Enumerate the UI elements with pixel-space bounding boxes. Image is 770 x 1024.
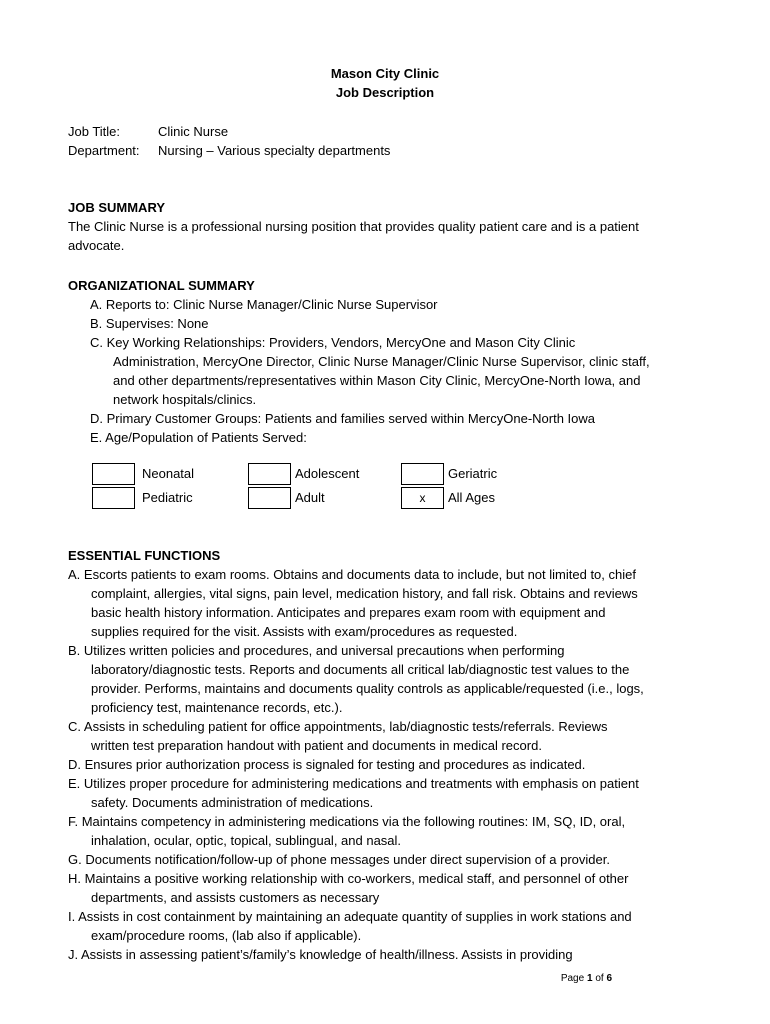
function-line: J. Assists in assessing patient’s/family’s knowledge of health/illness. Assists in providing [68,947,573,962]
adult-checkbox[interactable] [248,487,291,509]
pediatric-checkbox[interactable] [92,487,135,509]
job-title-label: Job Title: [68,124,121,139]
org-summary-item: Administration, MercyOne Director, Clinic Nurse Manager/Clinic Nurse Supervisor, clinic staff, [113,354,650,369]
department-label: Department: [68,143,140,158]
function-line: E. Utilizes proper procedure for administering medications and treatments with emphasis on patient [68,776,639,791]
function-line: C. Assists in scheduling patient for office appointments, lab/diagnostic tests/referrals. Reviews [68,719,608,734]
pediatric-label: Pediatric [142,490,193,505]
job-title-value: Clinic Nurse [158,124,229,139]
job-summary-line: The Clinic Nurse is a professional nursing position that provides quality patient care and is a patient [68,219,639,234]
adolescent-label: Adolescent [295,466,360,481]
org-summary-heading: ORGANIZATIONAL SUMMARY [68,278,255,293]
doc-title: Job Description [335,85,435,100]
function-line: G. Documents notification/follow-up of phone messages under direct supervision of a provider. [68,852,610,867]
org-summary-item: A. Reports to: Clinic Nurse Manager/Clinic Nurse Supervisor [90,297,438,312]
adolescent-checkbox[interactable] [248,463,291,485]
function-line: I. Assists in cost containment by maintaining an adequate quantity of supplies in work stations and [68,909,632,924]
job-summary-heading: JOB SUMMARY [68,200,166,215]
org-summary-item: E. Age/Population of Patients Served: [90,430,307,445]
of-word: of [595,973,604,984]
essential-functions-heading: ESSENTIAL FUNCTIONS [68,548,221,563]
function-line: laboratory/diagnostic tests. Reports and documents all critical lab/diagnostic test values to the [91,662,630,677]
neonatal-checkbox[interactable] [92,463,135,485]
org-summary-item: network hospitals/clinics. [113,392,257,407]
org-summary-item: and other departments/representatives within Mason City Clinic, MercyOne-North Iowa, and [113,373,641,388]
org-summary-item: B. Supervises: None [90,316,209,331]
job-summary-line: advocate. [68,238,125,253]
function-line: departments, and assists customers as necessary [91,890,380,905]
page-word: Page [560,973,585,984]
neonatal-label: Neonatal [142,466,195,481]
function-line: B. Utilizes written policies and procedures, and universal precautions when performing [68,643,565,658]
all-ages-label: All Ages [448,490,495,505]
function-line: F. Maintains competency in administering medications via the following routines: IM, SQ, ID, oral, [68,814,626,829]
page-number [561,973,612,984]
function-line: H. Maintains a positive working relationship with co-workers, medical staff, and personnel of other [68,871,629,886]
function-line: proficiency test, maintenance records, etc.). [91,700,343,715]
function-line: supplies required for the visit. Assists with exam/procedures as requested. [91,624,518,639]
geriatric-label: Geriatric [448,466,498,481]
geriatric-checkbox[interactable] [401,463,444,485]
function-line: provider. Performs, maintains and documents quality controls as applicable/requested (i.e., logs, [91,681,644,696]
function-line: safety. Documents administration of medications. [91,795,374,810]
function-line: basic health history information. Anticipates and prepares exam room with equipment and [91,605,606,620]
department-value: Nursing – Various specialty departments [158,143,391,158]
adult-label: Adult [295,490,325,505]
function-line: complaint, allergies, vital signs, pain level, medication history, and fall risk. Obtains and reviews [91,586,638,601]
org-summary-item: D. Primary Customer Groups: Patients and families served within MercyOne-North Iowa [90,411,596,426]
function-line: A. Escorts patients to exam rooms. Obtains and documents data to include, but not limited to, chief [68,567,636,582]
org-title: Mason City Clinic [330,66,440,81]
function-line: D. Ensures prior authorization process is signaled for testing and procedures as indicated. [68,757,586,772]
function-line: exam/procedure rooms, (lab also if applicable). [91,928,362,943]
function-line: written test preparation handout with patient and documents in medical record. [91,738,542,753]
all-ages-checkbox[interactable]: x [401,487,444,509]
org-summary-item: C. Key Working Relationships: Providers, Vendors, MercyOne and Mason City Clinic [90,335,576,350]
function-line: inhalation, ocular, optic, topical, sublingual, and nasal. [91,833,402,848]
page-current: 1 [586,973,593,984]
page-total: 6 [606,973,612,984]
